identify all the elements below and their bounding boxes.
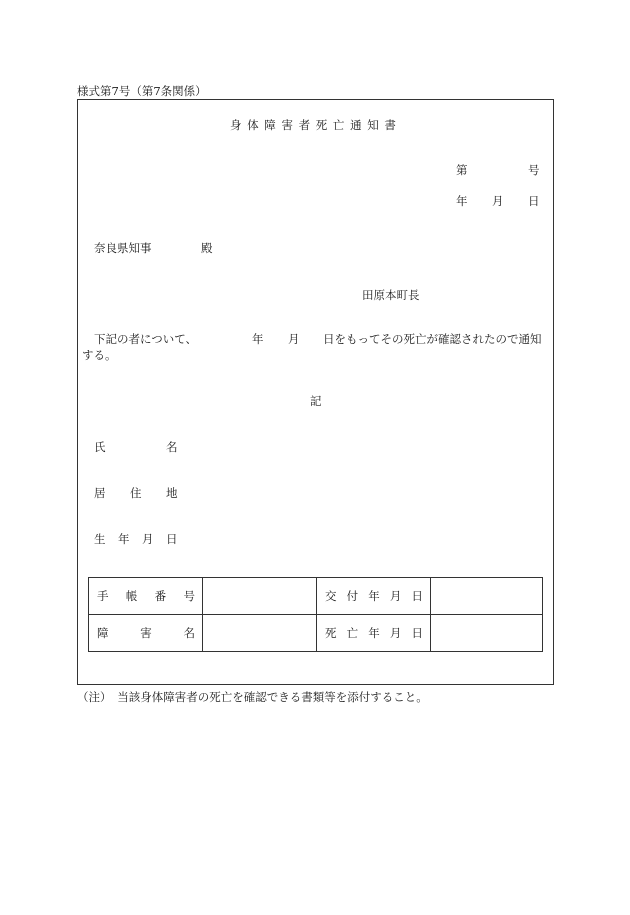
label-char: 年 [368, 589, 380, 603]
label-char: 号 [183, 589, 195, 603]
death-date-label [317, 615, 431, 652]
table-row [89, 615, 543, 652]
label-char: 死 [325, 626, 337, 640]
field-address-char-3: 地 [166, 486, 178, 500]
disability-name-label [89, 615, 203, 652]
field-name-char-2: 名 [166, 440, 178, 454]
info-table [88, 577, 543, 652]
addressee-honorific: 殿 [201, 241, 213, 255]
disability-name-value[interactable] [203, 615, 317, 652]
body-rest: 日をもってその死亡が確認されたので通知 [323, 332, 542, 346]
field-birthdate-char-1: 生 [94, 532, 106, 546]
form-number: 様式第7号（第7条関係） [77, 84, 207, 98]
date-day: 日 [528, 194, 540, 208]
date-year: 年 [456, 194, 468, 208]
label-char: 年 [368, 626, 380, 640]
footnote: （注） 当該身体障害者の死亡を確認できる書類等を添付すること。 [77, 690, 428, 704]
body-year: 年 [252, 332, 264, 346]
field-address-char-2: 住 [130, 486, 142, 500]
field-birthdate-char-3: 月 [142, 532, 154, 546]
ki-heading: 記 [310, 394, 322, 408]
number-suffix: 号 [528, 163, 540, 177]
date-month: 月 [492, 194, 504, 208]
body-month: 月 [288, 332, 300, 346]
handbook-number-value[interactable] [203, 578, 317, 615]
label-char: 月 [389, 626, 402, 640]
handbook-number-label [89, 578, 203, 615]
label-char: 帳 [125, 589, 138, 603]
label-char: 番 [154, 589, 167, 603]
document-title: 身 体 障 害 者 死 亡 通 知 書 [230, 118, 397, 132]
label-char: 交 [325, 589, 337, 603]
label-char: 月 [389, 589, 402, 603]
label-char: 手 [97, 589, 109, 603]
number-prefix: 第 [456, 163, 468, 177]
label-char: 付 [346, 589, 359, 603]
table-row [89, 578, 543, 615]
label-char: 障 [97, 626, 109, 640]
body-intro: 下記の者について、 [94, 332, 198, 346]
sender: 田原本町長 [362, 288, 420, 302]
field-birthdate-char-4: 日 [166, 532, 178, 546]
field-address-char-1: 居 [94, 486, 106, 500]
addressee-name: 奈良県知事 [94, 241, 152, 255]
label-char: 日 [411, 589, 423, 603]
label-char: 亡 [346, 626, 359, 640]
issue-date-label [317, 578, 431, 615]
field-name-char-1: 氏 [94, 440, 106, 454]
death-date-value[interactable] [431, 615, 543, 652]
label-char: 日 [411, 626, 423, 640]
field-birthdate-char-2: 年 [118, 532, 130, 546]
issue-date-value[interactable] [431, 578, 543, 615]
label-char: 害 [140, 626, 152, 640]
label-char: 名 [183, 626, 195, 640]
body-line2: する。 [82, 348, 117, 362]
